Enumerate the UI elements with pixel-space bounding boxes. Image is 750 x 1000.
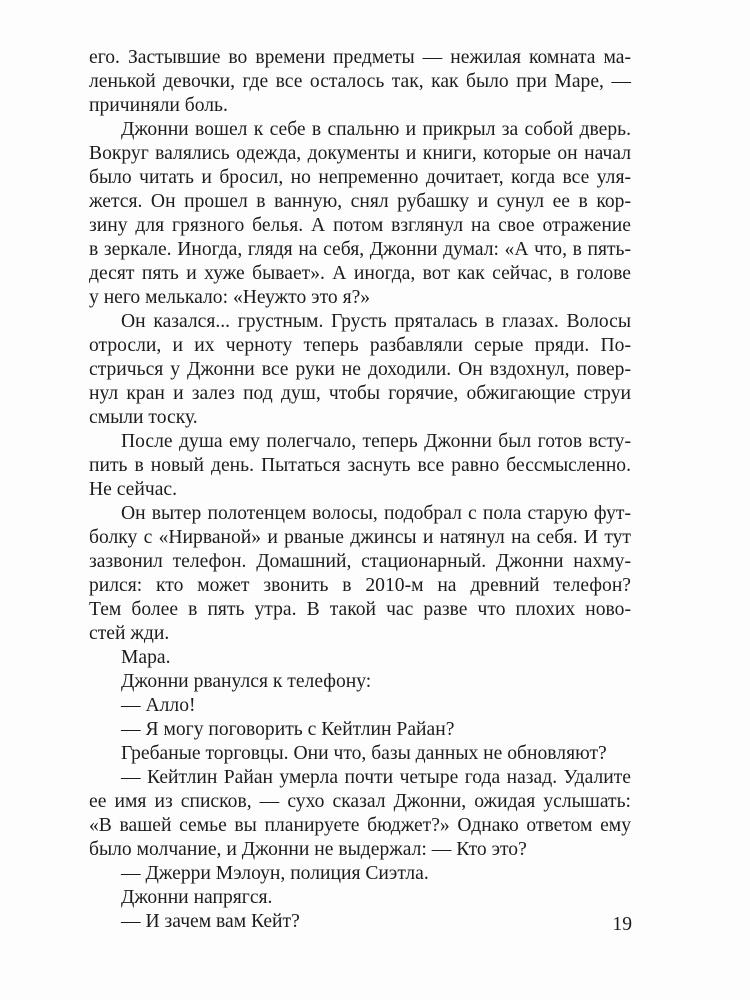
text-line: Джонни рванулся к телефону:: [121, 671, 372, 692]
text-line: Джонни напрягся.: [121, 887, 273, 908]
paragraph: [89, 646, 631, 670]
paragraph: [89, 46, 631, 118]
text-line: Тем более в пять утра. В такой час разве что плохих ново-: [89, 599, 631, 620]
text-line: зазвонил телефон. Домашний, стационарный. Джонни нахму-: [89, 551, 631, 572]
text-line: После душа ему полегчало, теперь Джонни был готов всту-: [121, 431, 631, 452]
text-line: зину для грязного белья. А потом взглянул на свое отражение: [89, 215, 631, 236]
paragraph: [89, 862, 631, 886]
text-line: Джонни вошел к себе в спальню и прикрыл за собой дверь.: [121, 119, 631, 140]
text-line: Вокруг валялись одежда, документы и книги, которые он начал: [89, 143, 631, 164]
paragraph: [89, 886, 631, 910]
text-line: — Алло!: [121, 695, 196, 716]
text-line: — Джерри Мэлоун, полиция Сиэтла.: [121, 863, 429, 884]
text-line: пить в новый день. Пытаться заснуть все равно бессмысленно.: [89, 455, 631, 476]
text-line: отросли, и их черноту теперь разбавляли серые пряди. По-: [89, 335, 631, 356]
paragraph: [89, 430, 631, 502]
text-line: — Кейтлин Райан умерла почти четыре года назад. Удалите: [121, 767, 631, 788]
text-line: жется. Он прошел в ванную, снял рубашку и сунул ее в кор-: [89, 191, 631, 212]
text-line: Он вытер полотенцем волосы, подобрал с пола старую фут-: [121, 503, 631, 524]
text-line: смыли тоску.: [89, 407, 198, 428]
text-line: Гребаные торговцы. Они что, базы данных не обновляют?: [121, 743, 607, 764]
text-line: Он казался... грустным. Грусть пряталась в глазах. Волосы: [121, 311, 631, 332]
text-line: в зеркале. Иногда, глядя на себя, Джонни думал: «А что, в пять-: [89, 239, 631, 260]
text-line: ленькой девочки, где все осталось так, как было при Маре, —: [89, 71, 631, 92]
paragraph: [89, 670, 631, 694]
text-line: Мара.: [121, 647, 171, 668]
paragraph: [89, 118, 631, 310]
text-line: болку с «Нирваной» и рваные джинсы и натянул на себя. И тут: [89, 527, 631, 548]
paragraph: [89, 766, 631, 862]
paragraph: [89, 718, 631, 742]
text-line: было молчание, и Джонни не выдержал: — Кто это?: [89, 839, 527, 860]
text-line: нул кран и залез под душ, чтобы горячие, обжигающие струи: [89, 383, 631, 404]
text-line: стей жди.: [89, 623, 170, 644]
page-number: 19: [612, 914, 632, 935]
paragraph: [89, 310, 631, 430]
paragraph: [89, 742, 631, 766]
text-line: рился: кто может звонить в 2010-м на древний телефон?: [89, 575, 631, 596]
text-line: ее имя из списков, — сухо сказал Джонни, ожидая услышать:: [89, 791, 631, 812]
text-line: у него мелькало: «Неужто это я?»: [89, 287, 371, 308]
text-line: «В вашей семье вы планируете бюджет?» Однако ответом ему: [89, 815, 631, 836]
text-line: десят пять и хуже бывает». А иногда, вот как сейчас, в голове: [89, 263, 631, 284]
paragraph: [89, 910, 631, 934]
text-line: стричься у Джонни все руки не доходили. Он вздохнул, повер-: [89, 359, 631, 380]
paragraph: [89, 694, 631, 718]
text-line: Не сейчас.: [89, 479, 178, 500]
text-line: было читать и бросил, но непременно дочитает, когда все уля-: [89, 167, 631, 188]
text-line: — Я могу поговорить с Кейтлин Райан?: [121, 719, 455, 740]
text-line: — И зачем вам Кейт?: [121, 911, 300, 932]
text-line: причиняли боль.: [89, 95, 228, 116]
body-text: [89, 46, 631, 934]
text-line: его. Застывшие во времени предметы — нежилая комната ма-: [89, 47, 631, 68]
paragraph: [89, 502, 631, 646]
